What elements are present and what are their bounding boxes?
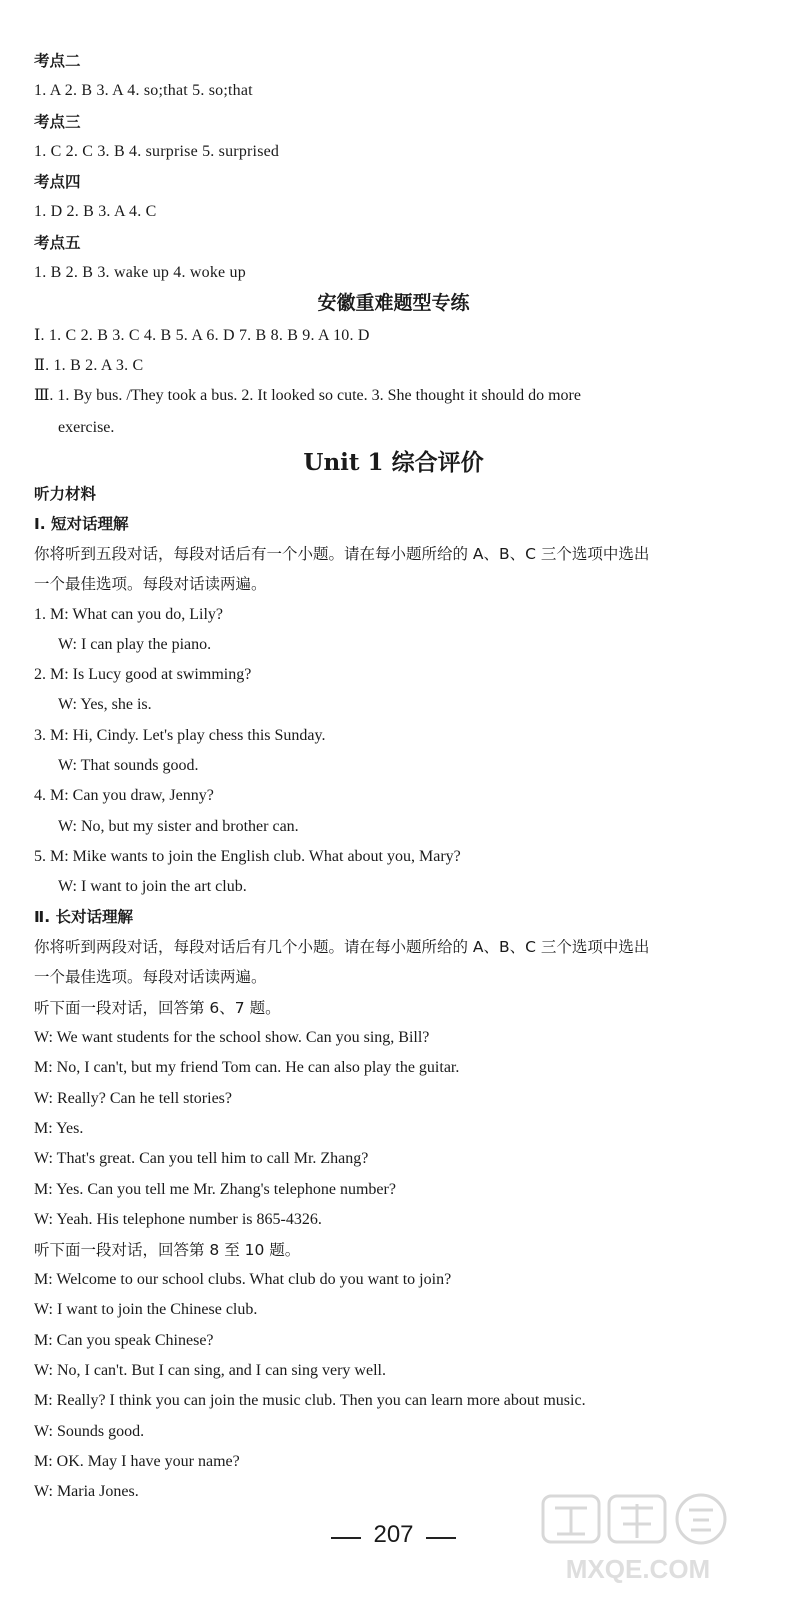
dialog-line: W: I can play the piano. bbox=[58, 636, 212, 653]
dialog-line: W: No, I can't. But I can sing, and I can sing very well. bbox=[34, 1362, 386, 1379]
dialog-line: W: That sounds good. bbox=[58, 757, 199, 774]
kaodian-3-heading: 考点三 bbox=[34, 113, 81, 131]
kaodian-4-answers: 1. D 2. B 3. A 4. C bbox=[34, 203, 157, 220]
dialog-line: 1. M: What can you do, Lily? bbox=[34, 606, 223, 623]
unit-title: Unit 1 综合评价 bbox=[303, 449, 484, 476]
anhui-section-title: 安徽重难题型专练 bbox=[317, 292, 470, 314]
dialog-line: W: Yes, she is. bbox=[58, 696, 152, 713]
dialog-line: W: Yeah. His telephone number is 865-4326. bbox=[34, 1211, 322, 1228]
dialog-line: W: That's great. Can you tell him to call Mr. Zhang? bbox=[34, 1150, 369, 1167]
dialog-line: M: OK. May I have your name? bbox=[34, 1453, 240, 1470]
dialog-line: 3. M: Hi, Cindy. Let's play chess this Sunday. bbox=[34, 727, 326, 744]
part-1-instruction-1: 你将听到五段对话，每段对话后有一个小题。请在每小题所给的 A、B、C 三个选项中选出 bbox=[34, 545, 650, 563]
anhui-line-2: Ⅱ. 1. B 2. A 3. C bbox=[34, 357, 144, 374]
part-1-instruction-2: 一个最佳选项。每段对话读两遍。 bbox=[34, 575, 267, 593]
dialog-line: 4. M: Can you draw, Jenny? bbox=[34, 787, 214, 804]
dialog-line: M: Can you speak Chinese? bbox=[34, 1332, 214, 1349]
anhui-line-4: exercise. bbox=[58, 419, 115, 436]
dialog-1-intro: 听下面一段对话，回答第 6、7 题。 bbox=[34, 999, 281, 1017]
dialog-line: M: Really? I think you can join the music club. Then you can learn more about music. bbox=[34, 1392, 586, 1409]
dialog-line: M: Welcome to our school clubs. What club do you want to join? bbox=[34, 1271, 452, 1288]
anhui-line-3: Ⅲ. 1. By bus. /They took a bus. 2. It looked so cute. 3. She thought it should do more bbox=[34, 387, 581, 404]
dialog-line: 5. M: Mike wants to join the English club. What about you, Mary? bbox=[34, 848, 461, 865]
dialog-line: M: Yes. Can you tell me Mr. Zhang's telephone number? bbox=[34, 1181, 396, 1198]
kaodian-4-heading: 考点四 bbox=[34, 173, 81, 191]
watermark-text: MXQE.COM bbox=[565, 1554, 711, 1584]
kaodian-5-answers: 1. B 2. B 3. wake up 4. woke up bbox=[34, 264, 246, 281]
anhui-line-1: Ⅰ. 1. C 2. B 3. C 4. B 5. A 6. D 7. B 8. B 9. A 10. D bbox=[34, 327, 370, 344]
page-number: 207 bbox=[373, 1521, 414, 1548]
dialog-line: W: I want to join the Chinese club. bbox=[34, 1301, 258, 1318]
dialog-line: W: I want to join the art club. bbox=[58, 878, 247, 895]
kaodian-5-heading: 考点五 bbox=[34, 234, 81, 252]
answer-stamp-logo-icon bbox=[523, 1490, 753, 1586]
dialog-line: W: No, but my sister and brother can. bbox=[58, 818, 299, 835]
dialog-line: W: Maria Jones. bbox=[34, 1483, 139, 1500]
dialog-line: W: Sounds good. bbox=[34, 1423, 145, 1440]
dialog-line: 2. M: Is Lucy good at swimming? bbox=[34, 666, 252, 683]
footer-dash-right bbox=[426, 1537, 456, 1539]
dialog-line: M: Yes. bbox=[34, 1120, 84, 1137]
part-2-instruction-2: 一个最佳选项。每段对话读两遍。 bbox=[34, 968, 267, 986]
kaodian-3-answers: 1. C 2. C 3. B 4. surprise 5. surprised bbox=[34, 143, 280, 160]
listening-label: 听力材料 bbox=[34, 485, 97, 503]
dialog-line: W: Really? Can he tell stories? bbox=[34, 1090, 233, 1107]
part-2-instruction-1: 你将听到两段对话，每段对话后有几个小题。请在每小题所给的 A、B、C 三个选项中选出 bbox=[34, 938, 650, 956]
kaodian-2-answers: 1. A 2. B 3. A 4. so;that 5. so;that bbox=[34, 82, 253, 99]
dialog-2-intro: 听下面一段对话，回答第 8 至 10 题。 bbox=[34, 1241, 301, 1259]
part-1-heading: Ⅰ. 短对话理解 bbox=[34, 515, 129, 533]
dialog-line: W: We want students for the school show. Can you sing, Bill? bbox=[34, 1029, 430, 1046]
footer-dash-left bbox=[331, 1537, 361, 1539]
part-2-heading: Ⅱ. 长对话理解 bbox=[34, 908, 133, 926]
dialog-line: M: No, I can't, but my friend Tom can. He can also play the guitar. bbox=[34, 1059, 460, 1076]
kaodian-2-heading: 考点二 bbox=[34, 52, 81, 70]
